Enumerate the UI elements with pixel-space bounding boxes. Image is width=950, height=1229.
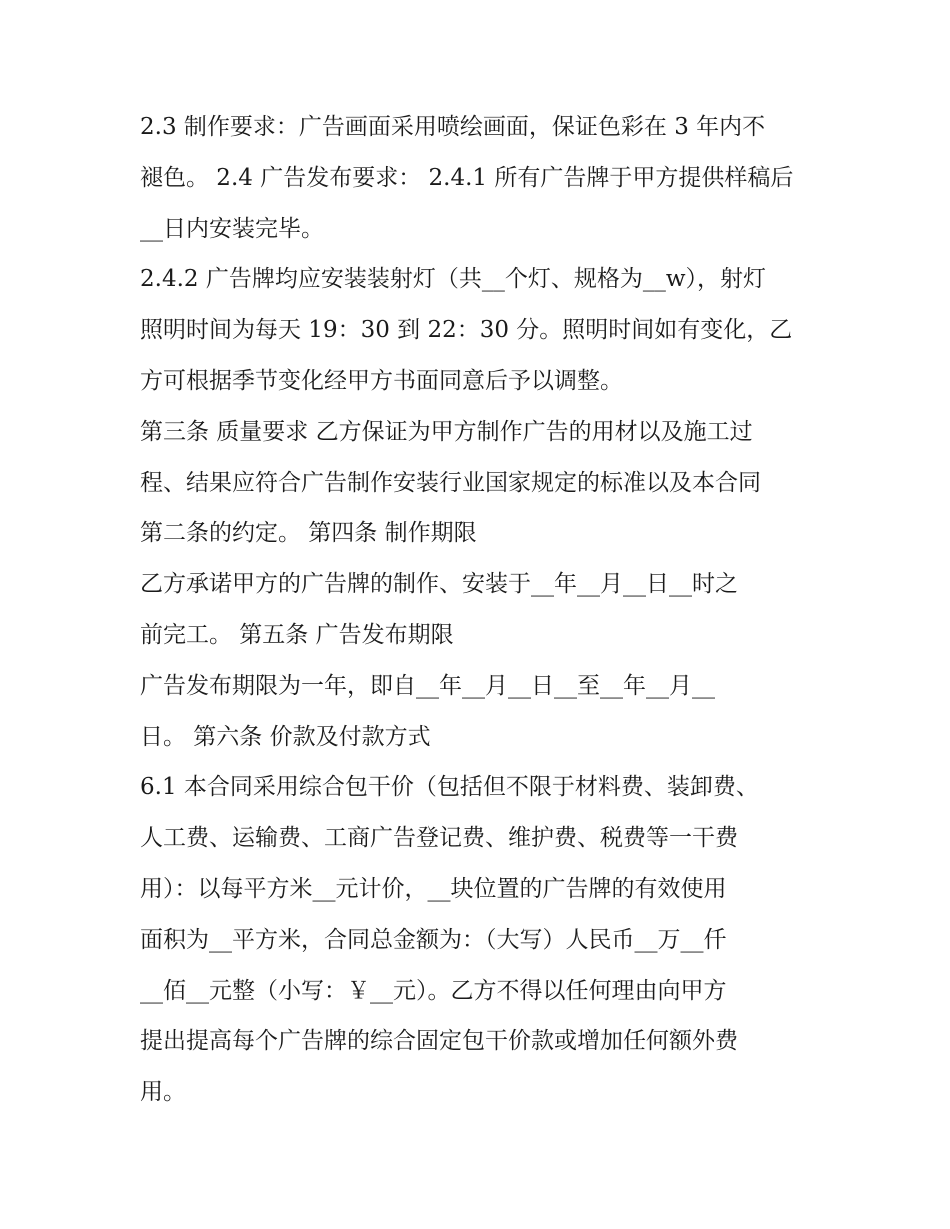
text-line: __日内安装完毕。 [140,215,324,242]
text-line: 用）：以每平方米__元计价，__块位置的广告牌的有效使用 [140,875,727,902]
text-line: 方可根据季节变化经甲方书面同意后予以调整。 [140,367,623,394]
text-line: 广告发布期限为一年，即自__年__月__日__至__年__月__ [140,672,715,699]
contract-text [140,102,820,1118]
text-line: 日。 第六条 价款及付款方式 [140,723,431,750]
text-line: __佰__元整（小写：￥__元）。乙方不得以任何理由向甲方 [140,977,727,1004]
text-line: 褪色。 2.4 广告发布要求： 2.4.1 所有广告牌于甲方提供样稿后 [140,164,794,191]
text-line: 人工费、运输费、工商广告登记费、维护费、税费等一干费 [140,825,738,852]
text-line: 提出提高每个广告牌的综合固定包干价款或增加任何额外费 [140,1028,738,1055]
text-line: 照明时间为每天 19：30 到 22：30 分。照明时间如有变化，乙 [140,317,793,344]
text-line: 2.4.2 广告牌均应安装装射灯（共__个灯、规格为__w），射灯 [140,266,767,293]
text-line: 面积为__平方米，合同总金额为：（大写）人民币__万__仟 [140,926,727,953]
text-line: 第三条 质量要求 乙方保证为甲方制作广告的用材以及施工过 [140,418,753,445]
text-line: 2.3 制作要求：广告画面采用喷绘画面，保证色彩在 3 年内不 [140,114,766,140]
text-line: 程、结果应符合广告制作安装行业国家规定的标准以及本合同 [140,469,761,496]
text-line: 前完工。 第五条 广告发布期限 [140,621,454,648]
text-line: 乙方承诺甲方的广告牌的制作、安装于__年__月__日__时之 [140,571,738,598]
text-line: 用。 [140,1079,186,1106]
text-line: 6.1 本合同采用综合包干价（包括但不限于材料费、装卸费、 [140,774,759,801]
text-line: 第二条的约定。 第四条 制作期限 [140,520,477,547]
